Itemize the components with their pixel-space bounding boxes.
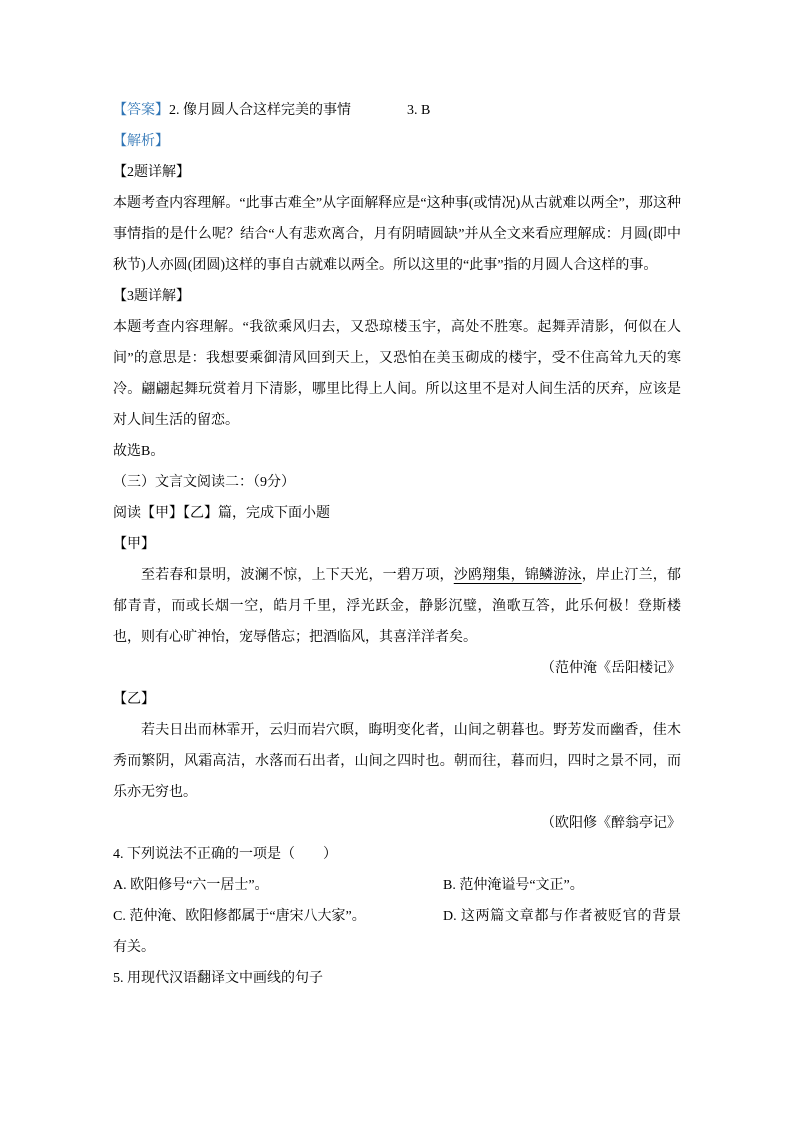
q3-detail-body: 本题考查内容理解。“我欲乘风归去，又恐琼楼玉宇，高处不胜寒。起舞弄清影，何似在人间”的意思是：我想要乘御清风回到天上，又恐怕在美玉砌成的楼宇，受不住高耸九天的寒冷。翩翩起舞玩赏着月下清影，哪里比得上人间。所以这里不是对人间生活的厌弃，应该是对人间生活的留恋。 — [113, 320, 681, 428]
jia-text-before-underline: 至若春和景明，波澜不惊，上下天光，一碧万项， — [141, 568, 454, 583]
q4-options-row-ab — [113, 870, 681, 901]
passage-yi-text: 若夫日出而林霏开，云归而岩穴暝，晦明变化者，山间之朝暮也。野芳发而幽香，佳木秀而繁阴，风霜高洁，水落而石出者，山间之四时也。朝而往，暮而归，四时之景不同，而乐亦无穷也。 — [113, 723, 681, 800]
analysis-label: 【解析】 — [113, 134, 169, 149]
passage-jia-text — [113, 560, 681, 653]
answer-label: 【答案】 — [113, 103, 169, 118]
q3-conclusion: 故选B。 — [113, 444, 165, 459]
q3-detail-heading: 【3题详解】 — [113, 289, 190, 304]
passage-yi-label: 【乙】 — [113, 692, 155, 707]
q4-options-row-cd — [113, 901, 681, 963]
q4-option-b: B. 范仲淹谥号“文正”。 — [443, 878, 584, 893]
q5-stem: 5. 用现代汉语翻译文中画线的句子 — [113, 971, 323, 986]
answer-line — [113, 95, 681, 126]
answer-item-2: 2. 像月圆人合这样完美的事情 — [169, 103, 351, 118]
jia-text-after-underline: ，岸止汀兰，郁郁青青，而或长烟一空，皓月千里，浮光跃金，静影沉璧，渔歌互答，此乐何极！登斯楼也，则有心旷神怡，宠辱偕忘；把酒临风，其喜洋洋者矣。 — [113, 568, 682, 645]
jia-underlined-phrase: 沙鸥翔集，锦鳞游泳 — [453, 568, 582, 583]
q4-stem: 4. 下列说法不正确的一项是（ ） — [113, 847, 337, 862]
passage-yi-attribution: （欧阳修《醉翁亭记》 — [541, 816, 681, 831]
q4-option-c: C. 范仲淹、欧阳修都属于“唐宋八大家”。 — [113, 909, 366, 924]
passage-jia-label: 【甲】 — [113, 537, 155, 552]
q2-detail-heading: 【2题详解】 — [113, 165, 190, 180]
analysis-line — [113, 126, 681, 157]
q2-detail-body: 本题考查内容理解。“此事古难全”从字面解释应是“这种事(或情况)从古就难以两全”，那这种事情指的是什么呢？结合“人有悲欢离合，月有阴晴圆缺”并从全文来看应理解成：月圆(即中秋节)人亦圆(团圆)这样的事自古就难以两全。所以这里的“此事”指的月圆人合这样的事。 — [113, 196, 681, 273]
q4-option-a: A. 欧阳修号“六一居士”。 — [113, 878, 269, 893]
passage-jia-attribution: （范仲淹《岳阳楼记》 — [541, 661, 681, 676]
answer-item-3: 3. B — [407, 103, 431, 118]
q4-option-d: D. 这两篇文章都与作者被贬官的背景有关。 — [113, 909, 681, 955]
section-heading: （三）文言文阅读二：（9分） — [113, 475, 295, 490]
section-instruction: 阅读【甲】【乙】篇，完成下面小题 — [113, 506, 330, 521]
